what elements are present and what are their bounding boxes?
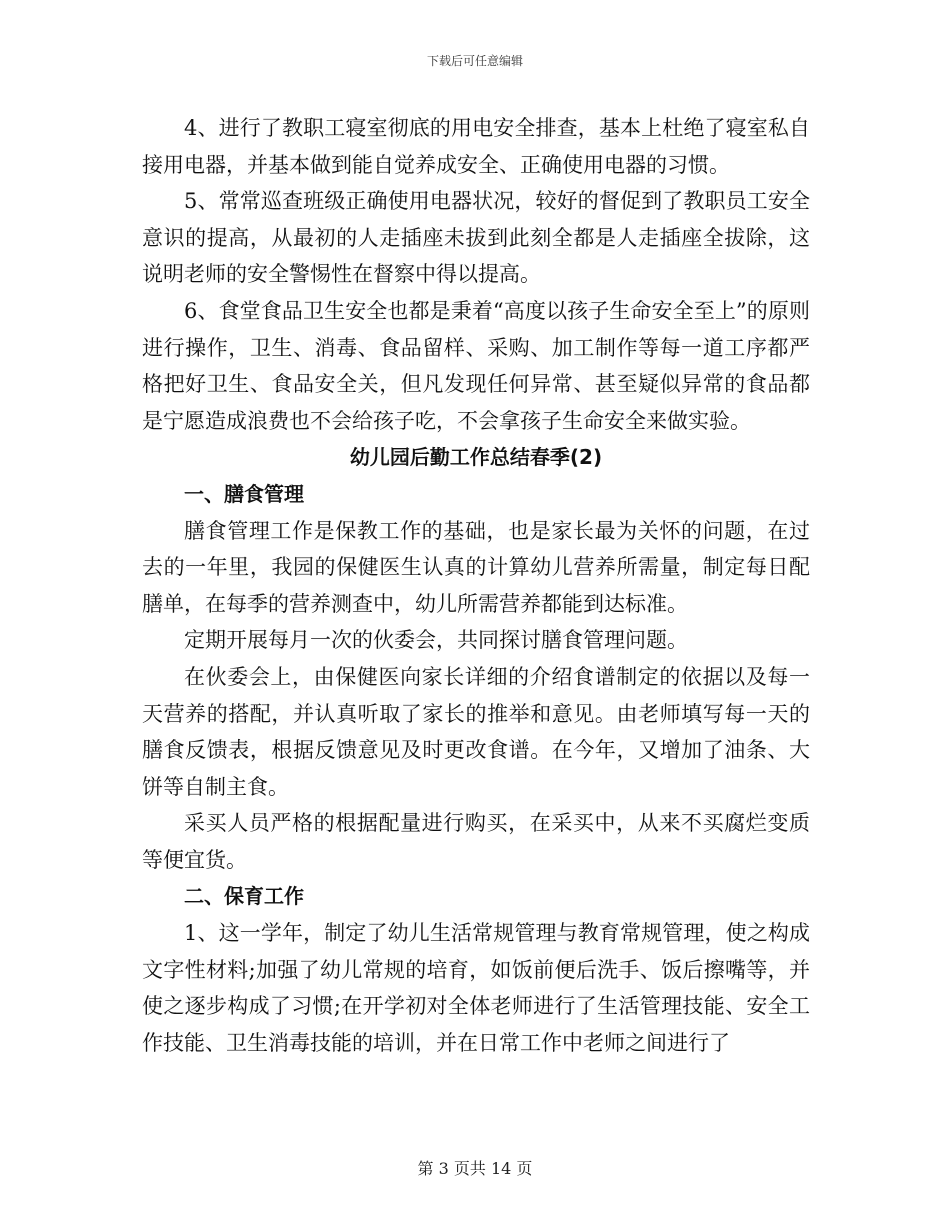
paragraph-childcare-routine: 1、这一学年，制定了幼儿生活常规管理与教育常规管理，使之构成文字性材料;加强了幼儿常规的培育，如饭前便后洗手、饭后擦嘴等，并使之逐步构成了习惯;在开学初对全体老师进行了生活管理技能、安全工作技能、卫生消毒技能的培训，并在日常工作中老师之间进行了	[142, 921, 810, 1055]
page-number: 第 3 页共 14 页	[417, 1159, 533, 1178]
section-title: 幼儿园后勤工作总结春季(2)	[349, 445, 603, 470]
paragraph-purchasing: 采买人员严格的根据配量进行购买，在采买中，从来不买腐烂变质等便宜货。	[142, 811, 810, 872]
document-body	[142, 110, 810, 1061]
paragraph-electric-safety-class: 5、常常巡查班级正确使用电器状况，较好的督促到了教职员工安全意识的提高，从最初的人走插座未拔到此刻全都是人走插座全拔除，这说明老师的安全警惕性在督察中得以提高。	[142, 189, 810, 287]
paragraph-canteen-food-safety: 6、食堂食品卫生安全也都是秉着“高度以孩子生命安全至上”的原则进行操作，卫生、消毒、食品留样、采购、加工制作等每一道工序都严格把好卫生、食品安全关，但凡发现任何异常、甚至疑似异常的食品都是宁愿造成浪费也不会给孩子吃，不会拿孩子生命安全来做实验。	[142, 298, 810, 433]
paragraph-committee-meeting: 定期开展每月一次的伙委会，共同探讨膳食管理问题。	[184, 628, 688, 653]
heading-childcare-work: 二、保育工作	[184, 884, 304, 909]
paragraph-meal-management: 膳食管理工作是保教工作的基础，也是家长最为关怀的问题，在过去的一年里，我园的保健医生认真的计算幼儿营养所需量，制定每日配膳单，在每季的营养测查中，幼儿所需营养都能到达标准。	[142, 518, 810, 616]
paragraph-electric-safety-dorm: 4、进行了教职工寝室彻底的用电安全排查，基本上杜绝了寝室私自接用电器，并基本做到能自觉养成安全、正确使用电器的习惯。	[142, 116, 810, 177]
header-note: 下载后可任意编辑	[426, 54, 523, 68]
heading-meal-management: 一、膳食管理	[184, 481, 304, 506]
paragraph-committee-details: 在伙委会上，由保健医向家长详细的介绍食谱制定的依据以及每一天营养的搭配，并认真听取了家长的推举和意见。由老师填写每一天的膳食反馈表，根据反馈意见及时更改食谱。在今年，又增加了油条、大饼等自制主食。	[142, 664, 810, 799]
